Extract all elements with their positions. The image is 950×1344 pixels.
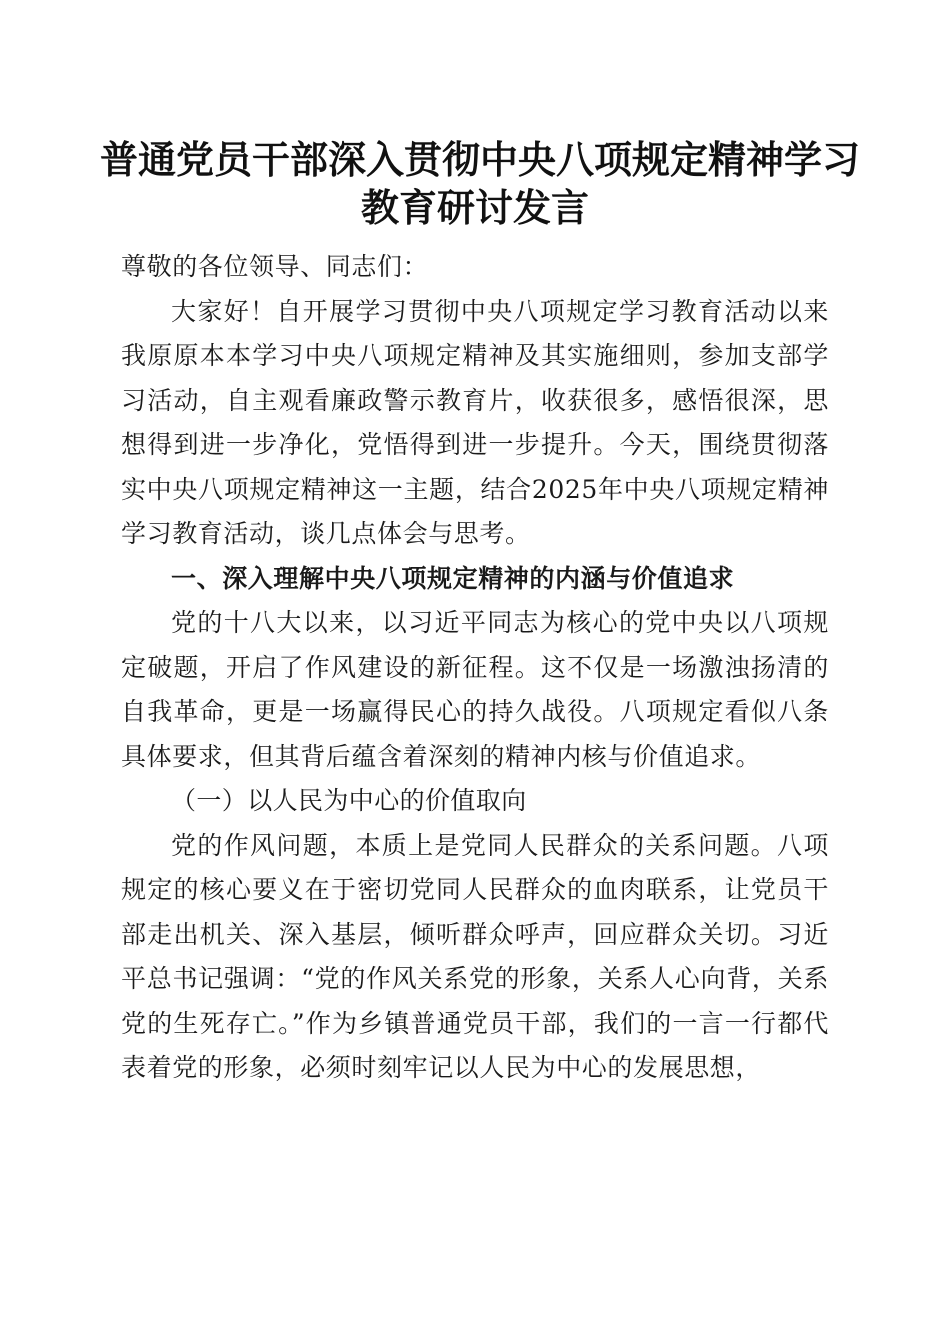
subsection-heading: （一）以人民为中心的价值取向 <box>171 786 527 815</box>
document-title-line-1: 普通党员干部深入贯彻中央八项规定精神学习 <box>100 137 861 182</box>
document-title-line-2: 教育研讨发言 <box>360 185 589 230</box>
intro-paragraph: 大家好！自开展学习贯彻中央八项规定学习教育活动以来我原原本本学习中央八项规定精神及其实施细则，参加支部学习活动，自主观看廉政警示教育片，收获很多，感悟很深，思想得到进一步净化，党悟得到进一步提升。今天，围绕贯彻落实中央八项规定精神这一主题，结合2025年中央八项规定精神学习教育活动，谈几点体会与思考。 <box>121 296 829 548</box>
document-body <box>121 245 829 1091</box>
section-paragraph: 党的十八大以来，以习近平同志为核心的党中央以八项规定破题，开启了作风建设的新征程。这不仅是一场激浊扬清的自我革命，更是一场赢得民心的持久战役。八项规定看似八条具体要求，但其背后蕴含着深刻的精神内核与价值追求。 <box>121 608 829 771</box>
salutation: 尊敬的各位领导、同志们： <box>121 252 429 281</box>
section-heading: 一、深入理解中央八项规定精神的内涵与价值追求 <box>171 563 735 593</box>
subsection-paragraph: 党的作风问题，本质上是党同人民群众的关系问题。八项规定的核心要义在于密切党同人民群众的血肉联系，让党员干部走出机关、深入基层，倾听群众呼声，回应群众关切。习近平总书记强调：“党的作风关系党的形象，关系人心向背，关系党的生死存亡。”作为乡镇普通党员干部，我们的一言一行都代表着党的形象，必须时刻牢记以人民为中心的发展思想， <box>121 830 829 1082</box>
